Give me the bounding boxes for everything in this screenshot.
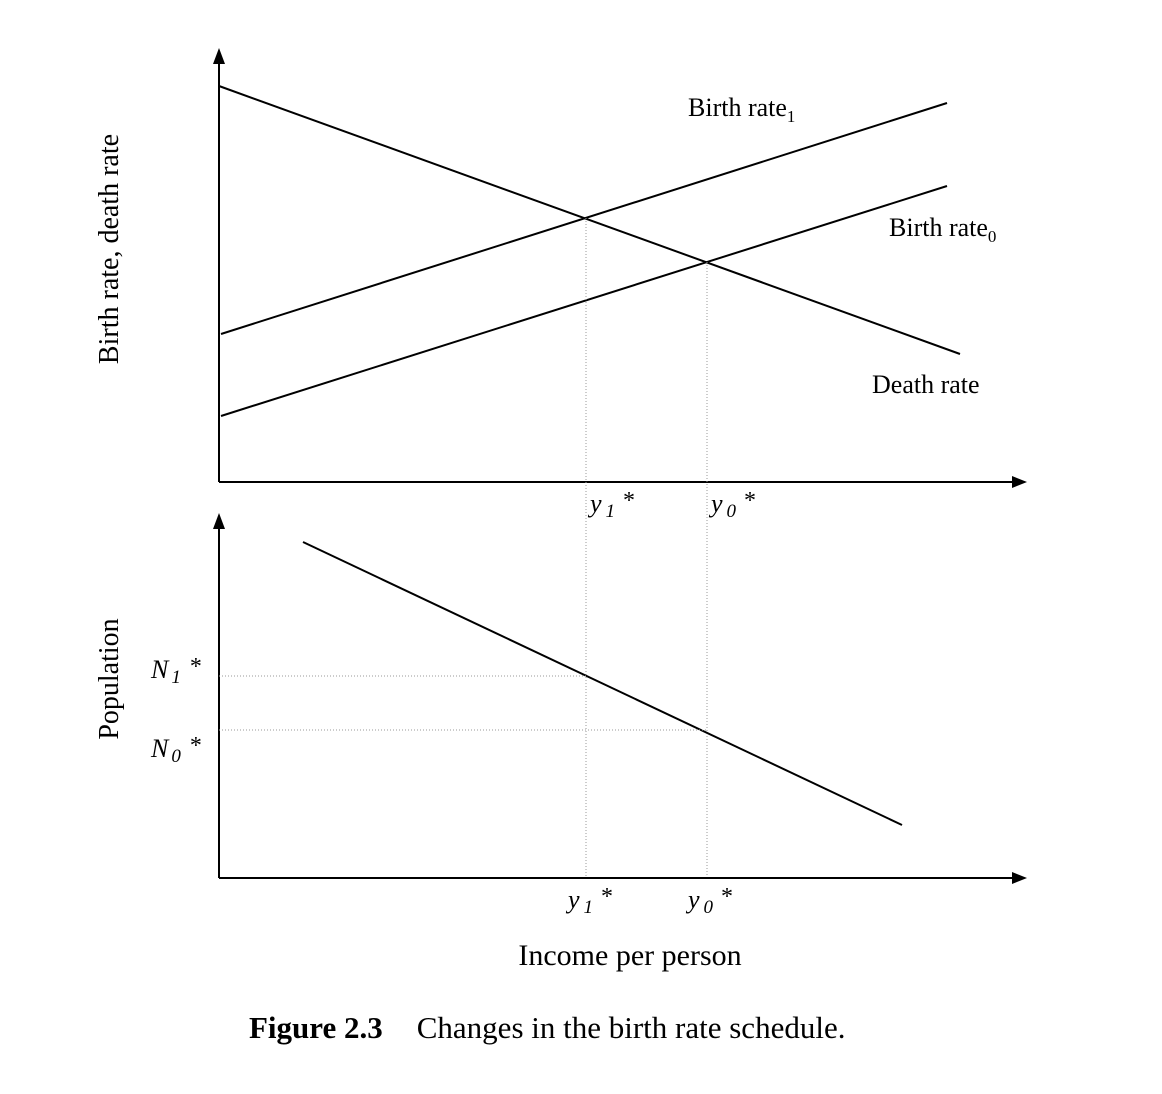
y-tick-n0: N 0 * (151, 733, 202, 767)
y-tick-n1: N 1 * (151, 654, 202, 688)
bottom-x-axis-arrow (1012, 872, 1027, 884)
top-x-tick-y1: y 1 * (590, 488, 636, 522)
bottom-y-axis-label: Population (94, 618, 125, 740)
bottom-x-tick-y0: y 0 * (688, 884, 734, 918)
death-rate-line (219, 86, 960, 354)
figure-caption (249, 1010, 845, 1046)
top-x-axis-arrow (1012, 476, 1027, 488)
birth-rate-0-label: Birth rate$_0$ (889, 213, 997, 246)
top-x-tick-y0: y 0 * (711, 488, 757, 522)
x-axis-label: Income per person (518, 939, 742, 972)
bottom-x-tick-y1: y 1 * (568, 884, 614, 918)
bottom-y-axis-arrow (213, 513, 225, 529)
top-panel (94, 48, 1027, 878)
death-rate-label: Death rate (872, 370, 980, 399)
bottom-panel (94, 513, 1027, 972)
birth-rate-0-line (221, 186, 947, 416)
population-line (303, 542, 902, 825)
top-y-axis-arrow (213, 48, 225, 64)
birth-rate-1-label: Birth rate$_1$ (688, 93, 796, 126)
top-y-axis-label: Birth rate, death rate (94, 133, 125, 365)
figure-number: Figure 2.3 (249, 1010, 383, 1045)
figure-caption-text: Changes in the birth rate schedule. (416, 1010, 846, 1045)
birth-rate-1-line (221, 103, 947, 334)
